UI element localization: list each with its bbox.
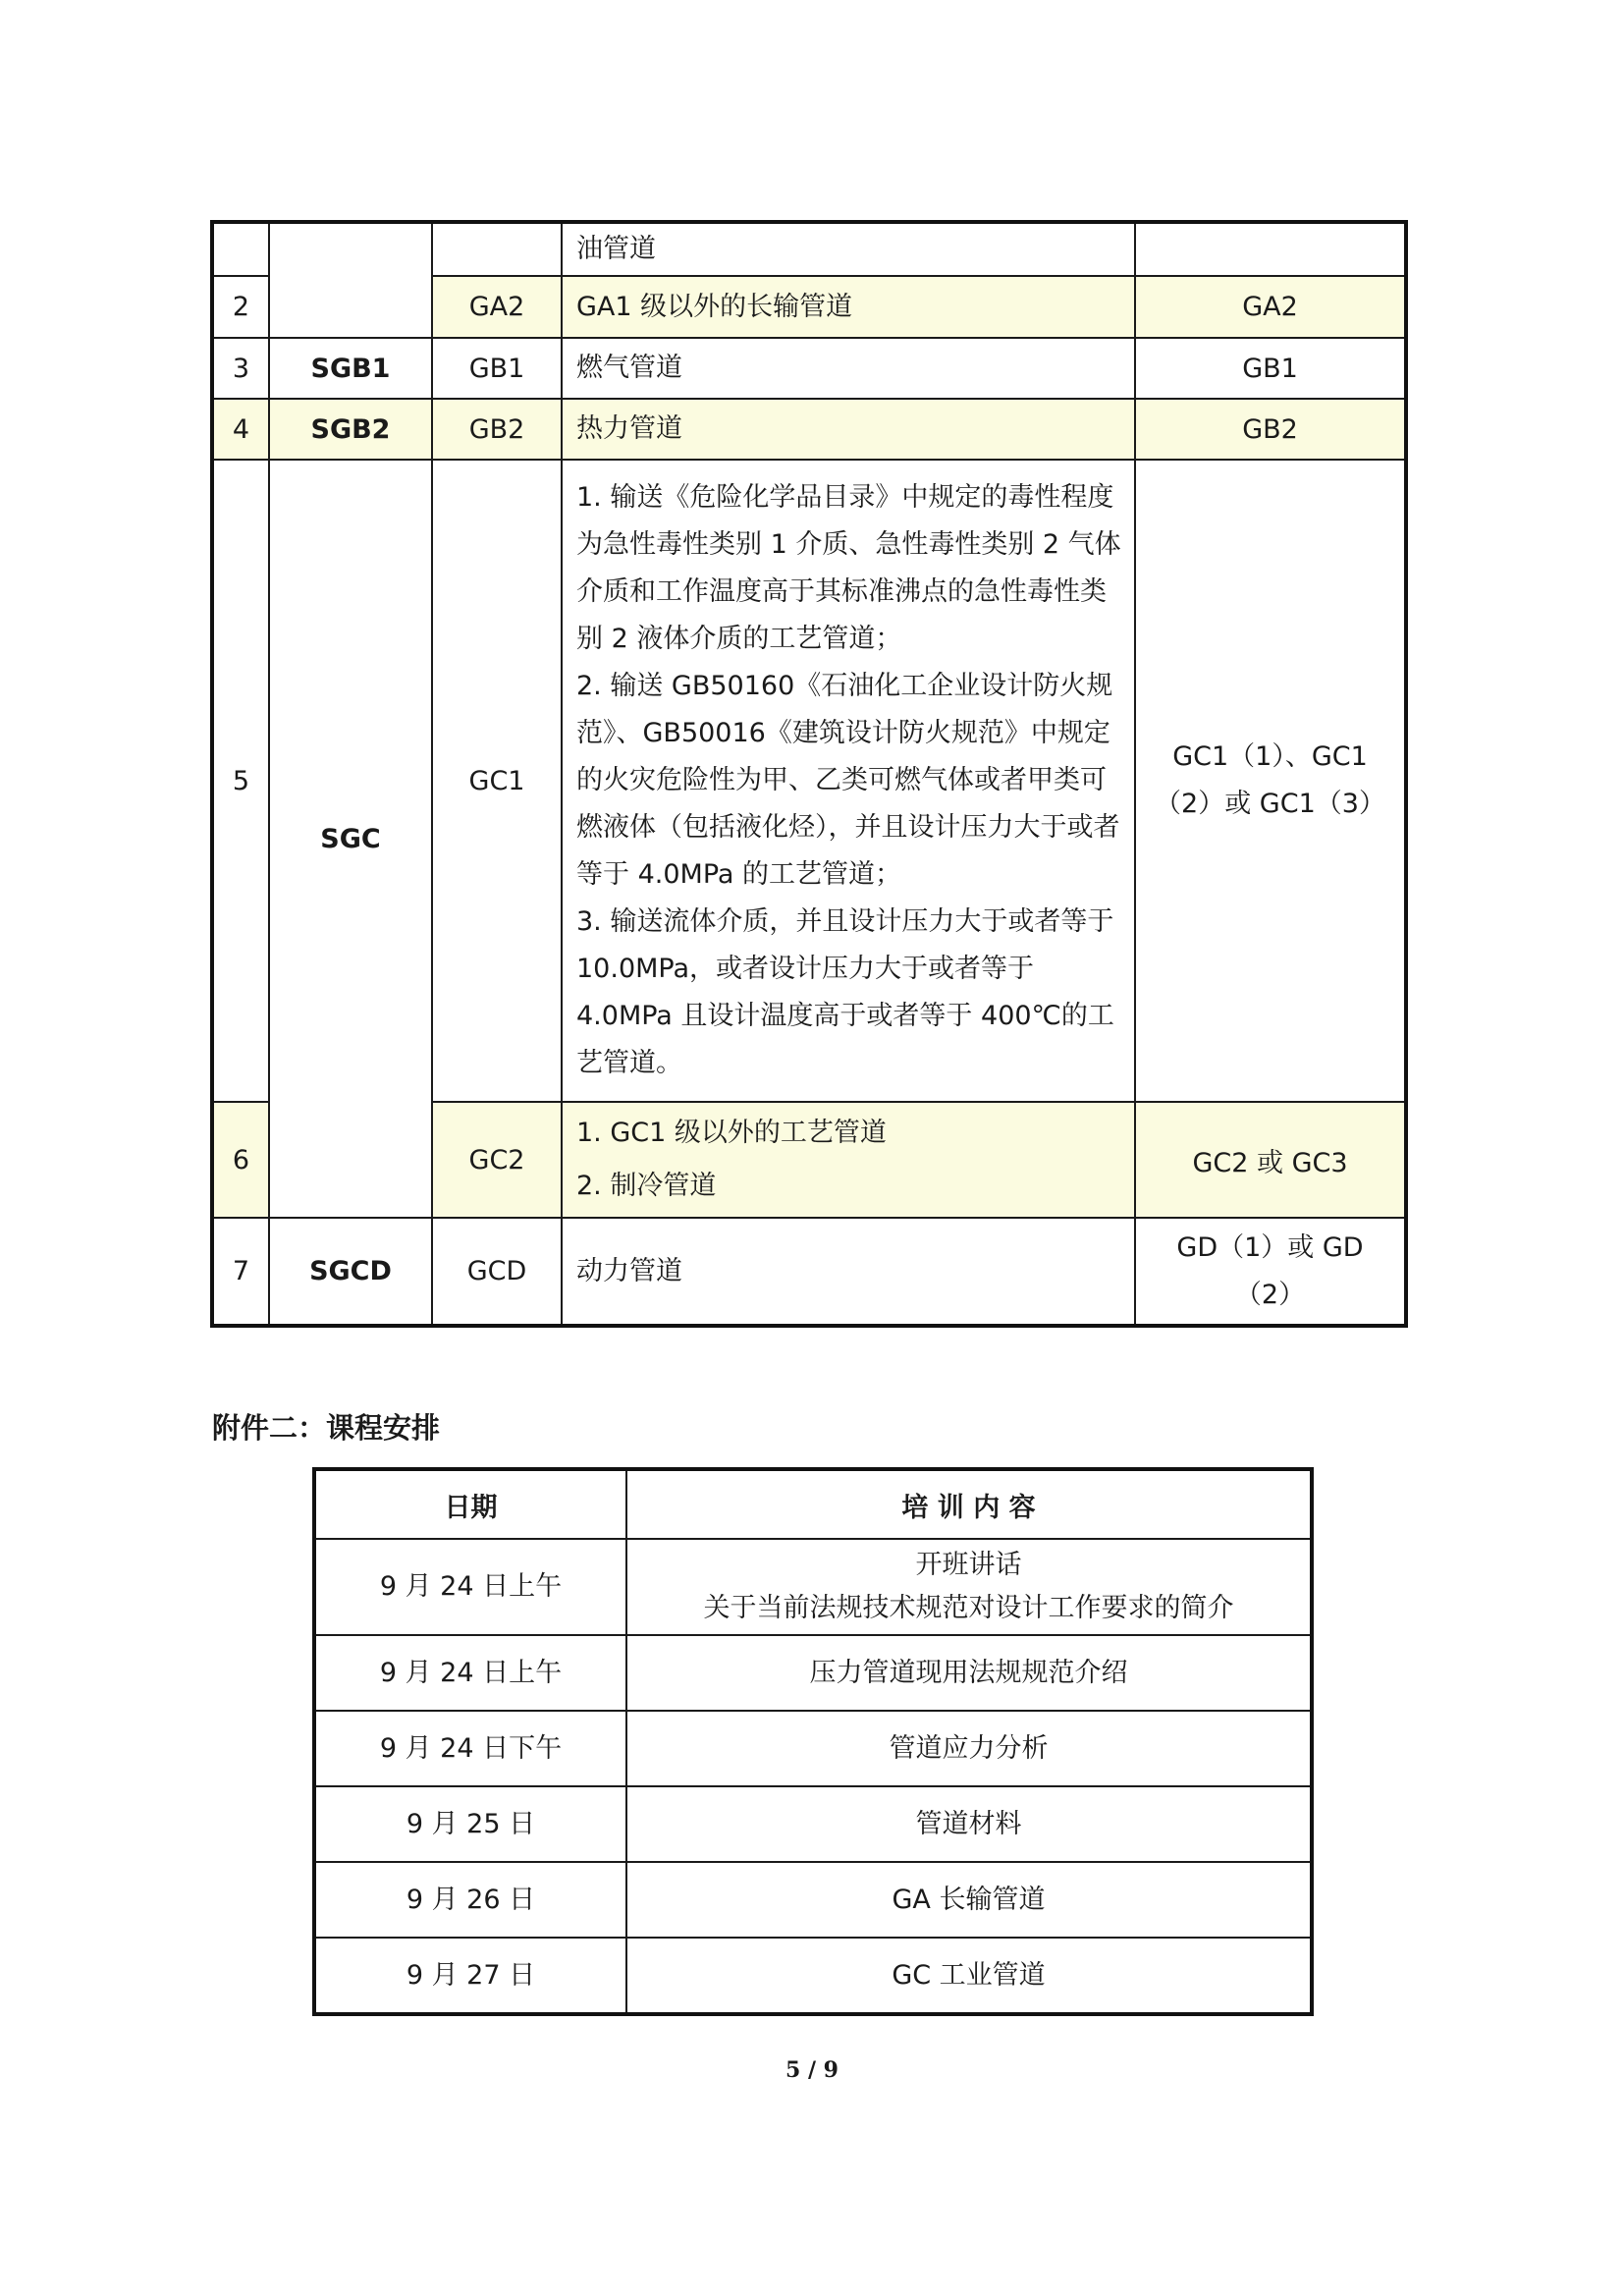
date-cell: 9 月 25 日 (314, 1786, 626, 1862)
description-cell: 油管道 (562, 222, 1135, 276)
table-row (212, 222, 1406, 276)
certification-cell: GC2 或 GC3 (1135, 1102, 1406, 1218)
table-row (212, 399, 1406, 460)
pipe-classification-table (210, 220, 1408, 1328)
content-cell (626, 1539, 1312, 1635)
grade-cell: GC2 (432, 1102, 562, 1218)
table-row (212, 460, 1406, 1102)
certification-cell: GB2 (1135, 399, 1406, 460)
grade-cell: GCD (432, 1218, 562, 1326)
course-schedule-table (312, 1467, 1314, 2016)
date-cell: 9 月 24 日上午 (314, 1539, 626, 1635)
content-column-header: 培 训 内 容 (626, 1469, 1312, 1539)
row-number-cell: 5 (212, 460, 269, 1102)
content-line: 关于当前法规技术规范对设计工作要求的简介 (703, 1593, 1234, 1623)
section-heading: 附件二：课程安排 (212, 1411, 441, 1445)
grade-cell: GC1 (432, 460, 562, 1102)
description-cell: 燃气管道 (562, 338, 1135, 399)
table-row (212, 338, 1406, 399)
row-number-cell: 3 (212, 338, 269, 399)
grade-cell: GB2 (432, 399, 562, 460)
grade-cell (432, 222, 562, 276)
category-cell: SGC (269, 460, 432, 1218)
description-item: 3. 输送流体介质，并且设计压力大于或者等于 10.0MPa，或者设计压力大于或者等于 4.0MPa 且设计温度高于或者等于 400℃的工艺管道。 (576, 906, 1114, 1078)
description-item: 2. 制冷管道 (576, 1171, 717, 1201)
description-item: 2. 输送 GB50160《石油化工企业设计防火规范》、GB50016《建筑设计防火规范》中规定的火灾危险性为甲、乙类可燃气体或者甲类可燃液体（包括液化烃），并且设计压力大于或者等于 4.0MPa 的工艺管道； (576, 671, 1120, 890)
content-cell: 管道应力分析 (626, 1711, 1312, 1786)
description-cell: 热力管道 (562, 399, 1135, 460)
date-cell: 9 月 26 日 (314, 1862, 626, 1938)
description-cell (562, 460, 1135, 1102)
date-cell: 9 月 27 日 (314, 1938, 626, 2014)
certification-cell: GD（1）或 GD（2） (1135, 1218, 1406, 1326)
row-number-cell (212, 222, 269, 276)
certification-cell: GB1 (1135, 338, 1406, 399)
certification-cell: GA2 (1135, 276, 1406, 338)
content-cell: GA 长输管道 (626, 1862, 1312, 1938)
table-row (314, 1635, 1312, 1711)
date-column-header: 日期 (314, 1469, 626, 1539)
grade-cell: GA2 (432, 276, 562, 338)
category-cell (269, 222, 432, 338)
content-cell: GC 工业管道 (626, 1938, 1312, 2014)
category-cell: SGB1 (269, 338, 432, 399)
page-number: 5 / 9 (785, 2057, 839, 2083)
category-cell: SGB2 (269, 399, 432, 460)
grade-cell: GB1 (432, 338, 562, 399)
table-row (314, 1938, 1312, 2014)
row-number-cell: 7 (212, 1218, 269, 1326)
category-cell: SGCD (269, 1218, 432, 1326)
description-cell: GA1 级以外的长输管道 (562, 276, 1135, 338)
content-cell: 压力管道现用法规规范介绍 (626, 1635, 1312, 1711)
row-number-cell: 4 (212, 399, 269, 460)
description-item: 1. GC1 级以外的工艺管道 (576, 1118, 887, 1148)
content-line: 开班讲话 (915, 1550, 1022, 1580)
row-number-cell: 6 (212, 1102, 269, 1218)
content-cell: 管道材料 (626, 1786, 1312, 1862)
table-row (314, 1862, 1312, 1938)
description-list (576, 465, 1124, 1097)
table-header-row (314, 1469, 1312, 1539)
certification-cell: GC1（1）、GC1（2）或 GC1（3） (1135, 460, 1406, 1102)
table-row (212, 1218, 1406, 1326)
description-item: 1. 输送《危险化学品目录》中规定的毒性程度为急性毒性类别 1 介质、急性毒性类别 2 气体介质和工作温度高于其标准沸点的急性毒性类别 2 液体介质的工艺管道； (576, 482, 1121, 654)
table-row (314, 1711, 1312, 1786)
table-row (314, 1539, 1312, 1635)
date-cell: 9 月 24 日下午 (314, 1711, 626, 1786)
row-number-cell: 2 (212, 276, 269, 338)
description-cell (562, 1102, 1135, 1218)
date-cell: 9 月 24 日上午 (314, 1635, 626, 1711)
description-cell: 动力管道 (562, 1218, 1135, 1326)
certification-cell (1135, 222, 1406, 276)
description-list (576, 1103, 1124, 1217)
table-row (314, 1786, 1312, 1862)
